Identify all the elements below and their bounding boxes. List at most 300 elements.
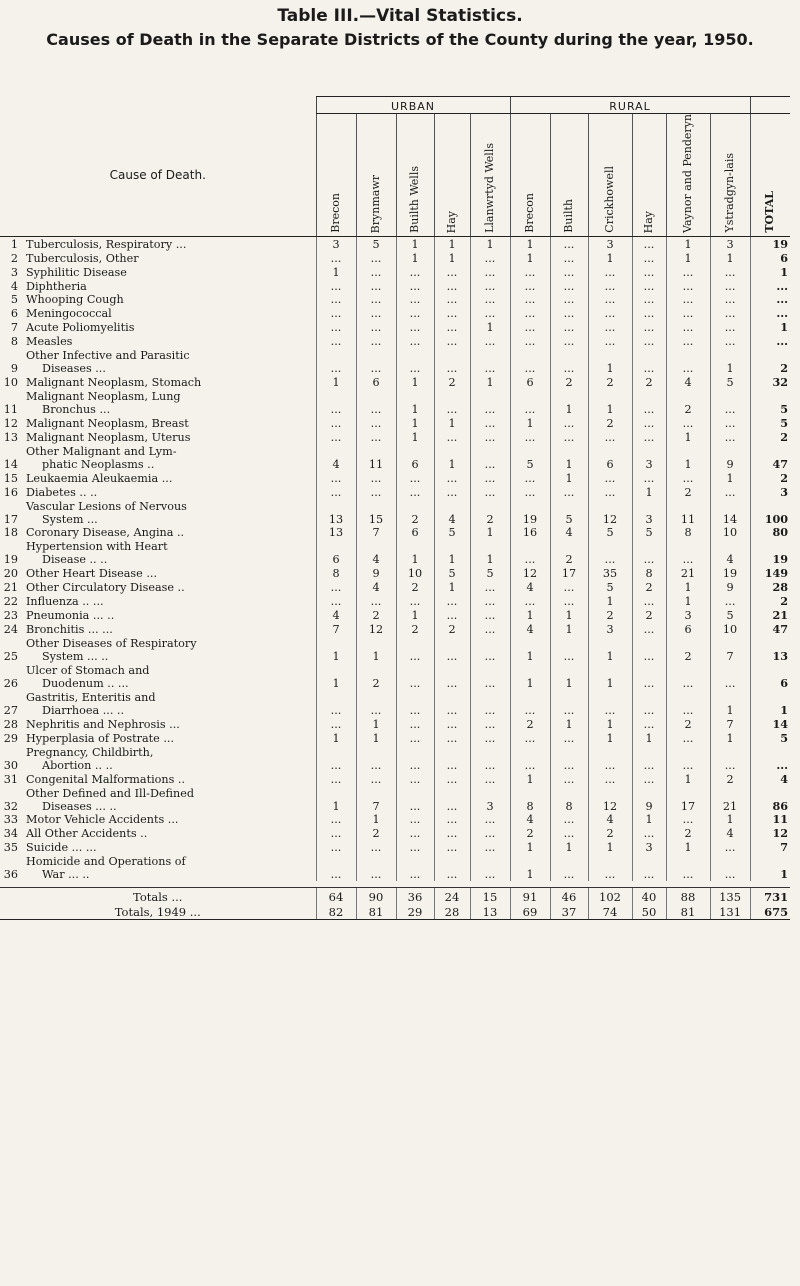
value-cell: ... bbox=[666, 690, 710, 717]
value-cell: ... bbox=[396, 772, 434, 786]
value-cell: ... bbox=[396, 334, 434, 348]
value-cell: ... bbox=[710, 334, 750, 348]
value-cell: 1 bbox=[470, 375, 510, 389]
row-number: 23 bbox=[3, 609, 18, 622]
grand-total: 675 bbox=[750, 904, 790, 920]
row-number: 9 bbox=[10, 362, 18, 376]
value-cell: ... bbox=[550, 813, 588, 827]
value-cell: ... bbox=[396, 265, 434, 279]
value-cell: ... bbox=[316, 389, 356, 416]
totals-value: 81 bbox=[356, 904, 396, 920]
value-cell: ... bbox=[396, 594, 434, 608]
cause-text: Pregnancy, Childbirth, bbox=[26, 745, 154, 759]
value-cell: 19 bbox=[710, 566, 750, 580]
value-cell: 2 bbox=[588, 826, 632, 840]
value-cell: ... bbox=[434, 320, 470, 334]
value-cell: ... bbox=[510, 293, 550, 307]
value-cell: ... bbox=[316, 840, 356, 854]
value-cell: 2 bbox=[356, 608, 396, 622]
value-cell: 4 bbox=[356, 539, 396, 566]
value-cell: 2 bbox=[666, 717, 710, 731]
value-cell: 1 bbox=[434, 444, 470, 471]
value-cell: ... bbox=[632, 416, 666, 430]
value-cell: 5 bbox=[550, 499, 588, 526]
totals-value: 82 bbox=[316, 904, 356, 920]
cause-text: Other Malignant and Lym- bbox=[26, 444, 177, 458]
value-cell: ... bbox=[396, 826, 434, 840]
cause-cell bbox=[20, 251, 316, 265]
value-cell: 6 bbox=[510, 375, 550, 389]
totals-row bbox=[0, 888, 790, 905]
value-cell: 2 bbox=[666, 485, 710, 499]
value-cell: ... bbox=[550, 430, 588, 444]
value-cell: ... bbox=[666, 416, 710, 430]
value-cell: ... bbox=[550, 416, 588, 430]
value-cell: 1 bbox=[470, 526, 510, 540]
value-cell: 4 bbox=[550, 526, 588, 540]
value-cell: 1 bbox=[550, 663, 588, 690]
value-cell: 1 bbox=[396, 236, 434, 250]
column-label: TOTAL bbox=[763, 191, 777, 233]
cause-text: Abortion .. .. bbox=[42, 758, 113, 772]
value-cell: 9 bbox=[710, 580, 750, 594]
totals-value: 90 bbox=[356, 888, 396, 905]
value-cell: 5 bbox=[356, 236, 396, 250]
value-cell: 6 bbox=[666, 622, 710, 636]
value-cell: ... bbox=[632, 251, 666, 265]
value-cell: ... bbox=[550, 854, 588, 881]
row-number: 5 bbox=[10, 293, 18, 307]
column-label: Ystradgyn-lais bbox=[723, 153, 737, 233]
row-total: 11 bbox=[750, 813, 790, 827]
rural-column-header bbox=[632, 114, 666, 237]
value-cell: ... bbox=[550, 293, 588, 307]
value-cell: 5 bbox=[710, 375, 750, 389]
value-cell: 3 bbox=[632, 444, 666, 471]
cause-text: Ulcer of Stomach and bbox=[26, 663, 150, 677]
value-cell: 2 bbox=[510, 717, 550, 731]
table-row bbox=[0, 636, 790, 663]
value-cell: ... bbox=[316, 416, 356, 430]
row-total: 5 bbox=[750, 389, 790, 416]
value-cell: 4 bbox=[434, 499, 470, 526]
value-cell: 4 bbox=[510, 580, 550, 594]
value-cell: 7 bbox=[356, 526, 396, 540]
row-number: 32 bbox=[3, 799, 18, 813]
value-cell: ... bbox=[510, 389, 550, 416]
value-cell: ... bbox=[550, 826, 588, 840]
value-cell: 2 bbox=[356, 826, 396, 840]
row-total: 1 bbox=[750, 854, 790, 881]
value-cell: 1 bbox=[510, 663, 550, 690]
cause-text: System ... bbox=[42, 512, 98, 526]
value-cell: ... bbox=[666, 348, 710, 375]
value-cell: ... bbox=[632, 471, 666, 485]
value-cell: 1 bbox=[550, 608, 588, 622]
value-cell: 2 bbox=[356, 663, 396, 690]
value-cell: 1 bbox=[316, 375, 356, 389]
table-row bbox=[0, 566, 790, 580]
value-cell: ... bbox=[666, 334, 710, 348]
totals-value: 64 bbox=[316, 888, 356, 905]
value-cell: 4 bbox=[510, 813, 550, 827]
row-total: 149 bbox=[750, 566, 790, 580]
value-cell: ... bbox=[588, 772, 632, 786]
value-cell: ... bbox=[510, 334, 550, 348]
value-cell: ... bbox=[588, 539, 632, 566]
value-cell: 4 bbox=[510, 622, 550, 636]
value-cell: 1 bbox=[588, 731, 632, 745]
row-number: 13 bbox=[3, 430, 18, 444]
value-cell: ... bbox=[356, 320, 396, 334]
value-cell: ... bbox=[632, 320, 666, 334]
row-number: 25 bbox=[3, 649, 18, 663]
value-cell: ... bbox=[710, 265, 750, 279]
row-total: 21 bbox=[750, 608, 790, 622]
value-cell: ... bbox=[470, 826, 510, 840]
value-cell: 5 bbox=[510, 444, 550, 471]
row-total: 1 bbox=[750, 320, 790, 334]
cause-cell bbox=[20, 265, 316, 279]
value-cell: 1 bbox=[550, 622, 588, 636]
table-row bbox=[0, 265, 790, 279]
urban-column-header bbox=[434, 114, 470, 237]
cause-text: Leukaemia Aleukaemia ... bbox=[26, 471, 173, 485]
value-cell: ... bbox=[434, 717, 470, 731]
value-cell: ... bbox=[470, 690, 510, 717]
cause-text: Acute Poliomyelitis bbox=[26, 321, 135, 335]
totals-value: 28 bbox=[434, 904, 470, 920]
value-cell: ... bbox=[632, 265, 666, 279]
value-cell: ... bbox=[510, 731, 550, 745]
value-cell: 1 bbox=[666, 236, 710, 250]
value-cell: ... bbox=[470, 636, 510, 663]
value-cell: ... bbox=[356, 251, 396, 265]
value-cell: ... bbox=[434, 471, 470, 485]
cause-cell bbox=[20, 663, 316, 690]
value-cell: ... bbox=[550, 772, 588, 786]
value-cell: 1 bbox=[666, 594, 710, 608]
totals-value: 102 bbox=[588, 888, 632, 905]
totals-value: 13 bbox=[470, 904, 510, 920]
value-cell: ... bbox=[356, 690, 396, 717]
row-number: 28 bbox=[3, 717, 18, 731]
value-cell: ... bbox=[470, 306, 510, 320]
row-total: 2 bbox=[750, 430, 790, 444]
value-cell: 2 bbox=[434, 375, 470, 389]
row-number: 24 bbox=[3, 622, 18, 636]
value-cell: ... bbox=[396, 690, 434, 717]
value-cell: 1 bbox=[666, 772, 710, 786]
value-cell: ... bbox=[434, 293, 470, 307]
value-cell: 11 bbox=[666, 499, 710, 526]
value-cell: ... bbox=[470, 580, 510, 594]
table-row bbox=[0, 279, 790, 293]
value-cell: ... bbox=[550, 236, 588, 250]
value-cell: ... bbox=[632, 539, 666, 566]
value-cell: 4 bbox=[316, 444, 356, 471]
value-cell: 3 bbox=[470, 786, 510, 813]
value-cell: ... bbox=[434, 334, 470, 348]
totals-value: 36 bbox=[396, 888, 434, 905]
value-cell: 9 bbox=[632, 786, 666, 813]
value-cell: ... bbox=[356, 389, 396, 416]
value-cell: ... bbox=[710, 663, 750, 690]
table-row bbox=[0, 471, 790, 485]
value-cell: ... bbox=[470, 663, 510, 690]
value-cell: 1 bbox=[550, 389, 588, 416]
value-cell: 1 bbox=[666, 444, 710, 471]
row-total: 6 bbox=[750, 251, 790, 265]
value-cell: ... bbox=[666, 539, 710, 566]
value-cell: 1 bbox=[632, 731, 666, 745]
table-row bbox=[0, 772, 790, 786]
rural-column-header bbox=[510, 114, 550, 237]
value-cell: ... bbox=[632, 334, 666, 348]
value-cell: 11 bbox=[356, 444, 396, 471]
value-cell: ... bbox=[396, 636, 434, 663]
value-cell: 2 bbox=[550, 375, 588, 389]
value-cell: 2 bbox=[632, 608, 666, 622]
value-cell: ... bbox=[632, 389, 666, 416]
table-row bbox=[0, 348, 790, 375]
value-cell: 1 bbox=[666, 430, 710, 444]
row-total: 14 bbox=[750, 717, 790, 731]
value-cell: ... bbox=[316, 348, 356, 375]
value-cell: 5 bbox=[588, 526, 632, 540]
cause-cell bbox=[20, 608, 316, 622]
value-cell: ... bbox=[710, 840, 750, 854]
row-total: 47 bbox=[750, 444, 790, 471]
urban-column-header bbox=[396, 114, 434, 237]
value-cell: 1 bbox=[396, 539, 434, 566]
table-row bbox=[0, 854, 790, 881]
value-cell: ... bbox=[356, 840, 396, 854]
table-row bbox=[0, 594, 790, 608]
value-cell: ... bbox=[632, 348, 666, 375]
value-cell: 4 bbox=[710, 539, 750, 566]
row-total: 2 bbox=[750, 594, 790, 608]
urban-group-header: URBAN bbox=[316, 97, 510, 114]
value-cell: ... bbox=[550, 731, 588, 745]
row-total: ... bbox=[750, 334, 790, 348]
value-cell: 8 bbox=[550, 786, 588, 813]
value-cell: ... bbox=[632, 306, 666, 320]
value-cell: 2 bbox=[510, 826, 550, 840]
value-cell: 10 bbox=[710, 622, 750, 636]
value-cell: 4 bbox=[316, 608, 356, 622]
value-cell: ... bbox=[434, 430, 470, 444]
value-cell: ... bbox=[316, 690, 356, 717]
value-cell: ... bbox=[356, 348, 396, 375]
totals-value: 24 bbox=[434, 888, 470, 905]
value-cell: ... bbox=[356, 772, 396, 786]
row-number: 33 bbox=[3, 813, 18, 827]
value-cell: ... bbox=[632, 430, 666, 444]
table-row bbox=[0, 622, 790, 636]
value-cell: ... bbox=[510, 594, 550, 608]
value-cell: ... bbox=[550, 251, 588, 265]
value-cell: ... bbox=[470, 265, 510, 279]
value-cell: 1 bbox=[434, 539, 470, 566]
value-cell: 2 bbox=[666, 636, 710, 663]
value-cell: ... bbox=[550, 690, 588, 717]
cause-text: Vascular Lesions of Nervous bbox=[26, 499, 187, 513]
value-cell: ... bbox=[666, 320, 710, 334]
value-cell: ... bbox=[550, 320, 588, 334]
cause-text: Other Circulatory Disease .. bbox=[26, 581, 185, 595]
cause-text: Other Infective and Parasitic bbox=[26, 349, 190, 363]
value-cell: 1 bbox=[434, 416, 470, 430]
value-cell: 17 bbox=[550, 566, 588, 580]
value-cell: 13 bbox=[316, 526, 356, 540]
cause-text: Congenital Malformations .. bbox=[26, 772, 185, 786]
value-cell: 6 bbox=[396, 526, 434, 540]
cause-text: Nephritis and Nephrosis ... bbox=[26, 717, 180, 731]
value-cell: ... bbox=[396, 745, 434, 772]
table-row bbox=[0, 430, 790, 444]
value-cell: ... bbox=[470, 608, 510, 622]
row-number: 36 bbox=[3, 868, 18, 882]
row-total: 13 bbox=[750, 636, 790, 663]
cause-text: System ... .. bbox=[42, 649, 109, 663]
cause-text: Measles bbox=[26, 335, 73, 349]
value-cell: 3 bbox=[666, 608, 710, 622]
cause-cell bbox=[20, 306, 316, 320]
row-total: 5 bbox=[750, 731, 790, 745]
column-label: Brecon bbox=[329, 193, 342, 233]
cause-cell bbox=[20, 745, 316, 772]
table-row bbox=[0, 786, 790, 813]
value-cell: ... bbox=[550, 485, 588, 499]
value-cell: 3 bbox=[588, 622, 632, 636]
value-cell: 1 bbox=[588, 840, 632, 854]
value-cell: 1 bbox=[666, 580, 710, 594]
value-cell: ... bbox=[396, 663, 434, 690]
value-cell: ... bbox=[356, 485, 396, 499]
value-cell: ... bbox=[396, 306, 434, 320]
value-cell: 2 bbox=[666, 389, 710, 416]
row-number: 22 bbox=[3, 595, 18, 609]
value-cell: 1 bbox=[316, 786, 356, 813]
value-cell: 7 bbox=[710, 717, 750, 731]
value-cell: ... bbox=[510, 306, 550, 320]
cause-cell bbox=[20, 594, 316, 608]
value-cell: ... bbox=[588, 293, 632, 307]
cause-column-header: Cause of Death. bbox=[0, 114, 316, 237]
value-cell: 13 bbox=[316, 499, 356, 526]
cause-text: Influenza .. ... bbox=[26, 595, 104, 609]
row-number: 27 bbox=[3, 703, 18, 717]
totals-value: 91 bbox=[510, 888, 550, 905]
value-cell: ... bbox=[666, 306, 710, 320]
value-cell: ... bbox=[470, 594, 510, 608]
value-cell: ... bbox=[470, 430, 510, 444]
value-cell: ... bbox=[396, 813, 434, 827]
value-cell: ... bbox=[470, 745, 510, 772]
row-total: 19 bbox=[750, 539, 790, 566]
value-cell: ... bbox=[632, 636, 666, 663]
value-cell: 6 bbox=[396, 444, 434, 471]
value-cell: ... bbox=[356, 471, 396, 485]
cause-text: Tuberculosis, Respiratory ... bbox=[26, 237, 187, 251]
value-cell: ... bbox=[356, 430, 396, 444]
value-cell: 2 bbox=[588, 375, 632, 389]
row-number: 2 bbox=[10, 251, 18, 265]
value-cell: ... bbox=[396, 786, 434, 813]
totals-value: 88 bbox=[666, 888, 710, 905]
cause-text: Diseases ... .. bbox=[42, 799, 117, 813]
cause-cell bbox=[20, 389, 316, 416]
value-cell: ... bbox=[710, 594, 750, 608]
value-cell: ... bbox=[434, 813, 470, 827]
value-cell: 1 bbox=[588, 389, 632, 416]
value-cell: ... bbox=[356, 854, 396, 881]
value-cell: 12 bbox=[356, 622, 396, 636]
table-title: Table III.—Vital Statistics. bbox=[277, 6, 523, 26]
cause-text: Diarrhoea ... .. bbox=[42, 703, 125, 717]
value-cell: 2 bbox=[588, 416, 632, 430]
table-row bbox=[0, 334, 790, 348]
cause-cell bbox=[20, 826, 316, 840]
row-total: 1 bbox=[750, 690, 790, 717]
table-row bbox=[0, 251, 790, 265]
value-cell: 1 bbox=[316, 663, 356, 690]
row-total: 86 bbox=[750, 786, 790, 813]
value-cell: ... bbox=[510, 485, 550, 499]
value-cell: 1 bbox=[510, 840, 550, 854]
row-total: 4 bbox=[750, 772, 790, 786]
value-cell: ... bbox=[632, 717, 666, 731]
row-total: 12 bbox=[750, 826, 790, 840]
cause-cell bbox=[20, 580, 316, 594]
value-cell: ... bbox=[470, 416, 510, 430]
value-cell: ... bbox=[316, 320, 356, 334]
urban-column-header bbox=[470, 114, 510, 237]
value-cell: ... bbox=[470, 348, 510, 375]
grand-total: 731 bbox=[750, 888, 790, 905]
value-cell: 1 bbox=[396, 430, 434, 444]
value-cell: 35 bbox=[588, 566, 632, 580]
value-cell: 1 bbox=[510, 772, 550, 786]
value-cell: ... bbox=[632, 622, 666, 636]
value-cell: 1 bbox=[470, 539, 510, 566]
rural-group-header: RURAL bbox=[510, 97, 750, 114]
value-cell: 2 bbox=[396, 580, 434, 594]
cause-text: Malignant Neoplasm, Uterus bbox=[26, 430, 191, 444]
value-cell: ... bbox=[434, 826, 470, 840]
cause-cell bbox=[20, 293, 316, 307]
cause-text: Disease .. .. bbox=[42, 553, 108, 567]
value-cell: 4 bbox=[710, 826, 750, 840]
value-cell: ... bbox=[396, 731, 434, 745]
value-cell: 9 bbox=[356, 566, 396, 580]
cause-cell bbox=[20, 840, 316, 854]
value-cell: ... bbox=[588, 430, 632, 444]
value-cell: ... bbox=[434, 786, 470, 813]
totals-value: 29 bbox=[396, 904, 434, 920]
vital-statistics-table bbox=[0, 96, 790, 920]
totals-value: 135 bbox=[710, 888, 750, 905]
value-cell: ... bbox=[510, 430, 550, 444]
value-cell: ... bbox=[316, 594, 356, 608]
value-cell: 1 bbox=[316, 636, 356, 663]
value-cell: 1 bbox=[356, 813, 396, 827]
value-cell: ... bbox=[470, 485, 510, 499]
value-cell: ... bbox=[434, 348, 470, 375]
value-cell: ... bbox=[666, 745, 710, 772]
value-cell: ... bbox=[396, 854, 434, 881]
